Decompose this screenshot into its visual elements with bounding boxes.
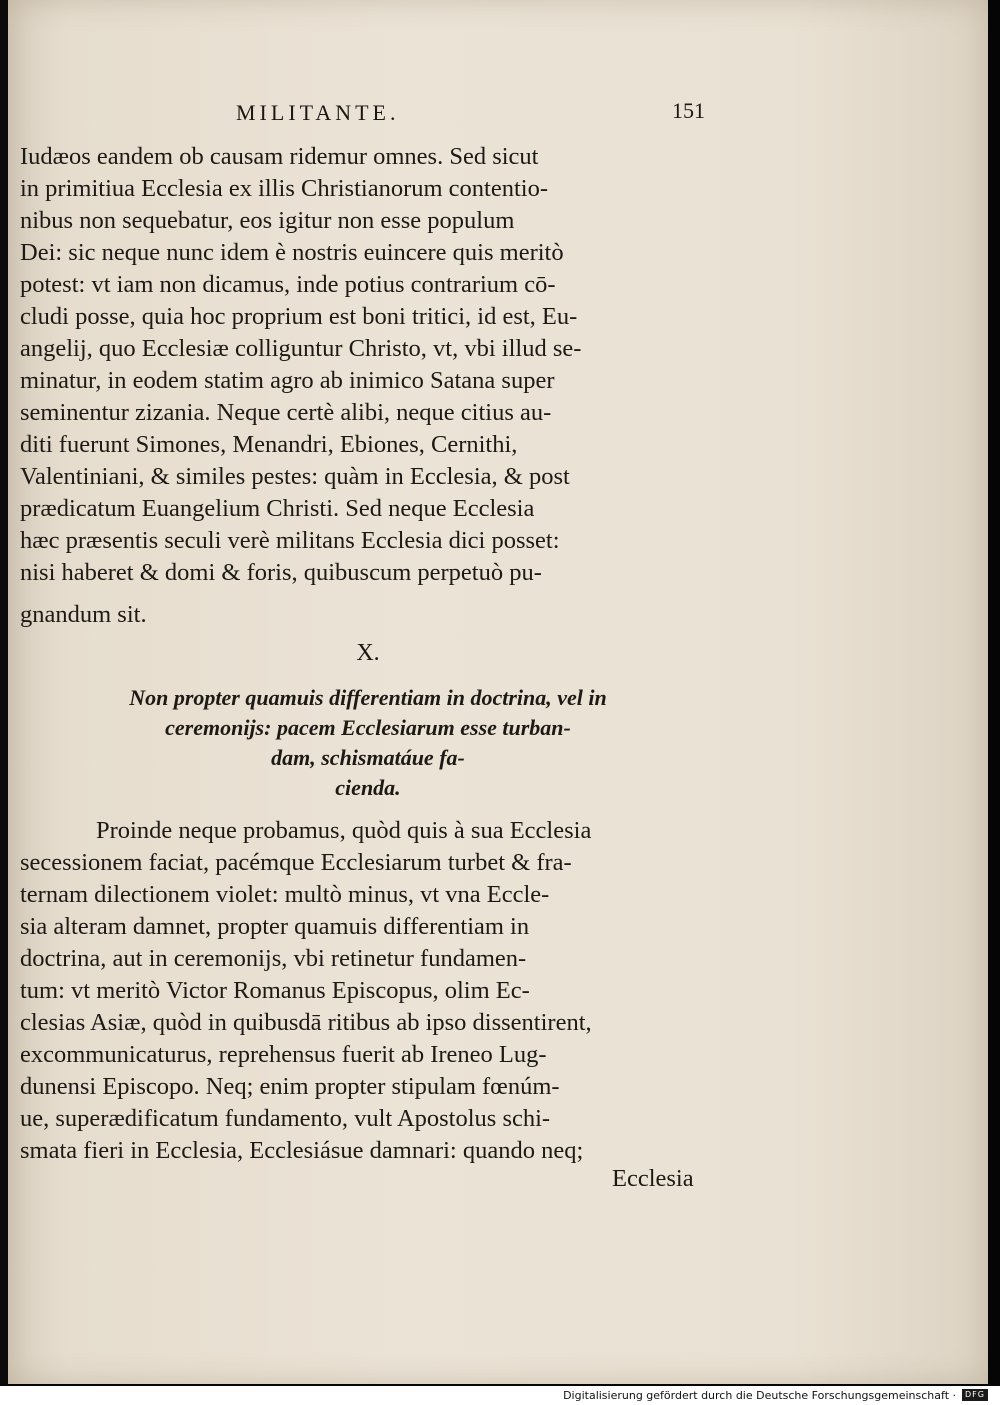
text-line: doctrina, aut in ceremonijs, vbi retinetur fundamen- — [20, 945, 527, 972]
text-line: in primitiua Ecclesia ex illis Christianorum contentio- — [20, 175, 548, 202]
text-line: clesias Asiæ, quòd in quibusdā ritibus ab ipso dissentirent, — [20, 1009, 592, 1036]
running-head — [8, 96, 988, 136]
text-line: Proinde neque probamus, quòd quis à sua Ecclesia — [96, 817, 592, 844]
text-line: secessionem faciat, pacémque Ecclesiarum turbet & fra- — [20, 849, 572, 876]
text-line: excommunicaturus, reprehensus fuerit ab Ireneo Lug- — [20, 1041, 547, 1068]
digitization-footer — [0, 1386, 1000, 1405]
dfg-logo-icon: DFG — [962, 1389, 988, 1401]
page-number: 151 — [672, 98, 705, 123]
text-line: tum: vt meritò Victor Romanus Episcopus, olim Ec- — [20, 977, 530, 1004]
heading-line: ceremonijs: pacem Ecclesiarum esse turban- — [165, 715, 571, 740]
text-line: angelij, quo Ecclesiæ colliguntur Christo, vt, vbi illud se- — [20, 335, 582, 362]
text-line: smata fieri in Ecclesia, Ecclesiásue damnari: quando neq; — [20, 1137, 584, 1164]
text-line: dunensi Episcopo. Neq; enim propter stipulam fœnúm- — [20, 1073, 560, 1100]
text-line: nisi haberet & domi & foris, quibuscum perpetuò pu- — [20, 559, 542, 586]
scan-edge — [0, 0, 8, 1384]
footer-credit: Digitalisierung gefördert durch die Deutsche Forschungsgemeinschaft · — [563, 1389, 956, 1402]
book-page — [8, 0, 988, 1384]
text-line: hæc præsentis seculi verè militans Ecclesia dici posset: — [20, 527, 560, 554]
page-content — [8, 0, 988, 1384]
heading-line: cienda. — [335, 775, 401, 800]
text-line: potest: vt iam non dicamus, inde potius contrarium cō- — [20, 271, 556, 298]
text-line: gnandum sit. — [20, 601, 147, 628]
text-line: minatur, in eodem statim agro ab inimico Satana super — [20, 367, 555, 394]
catchword: Ecclesia — [612, 1165, 694, 1192]
text-line: seminentur zizania. Neque certè alibi, neque citius au- — [20, 399, 552, 426]
text-line: ue, superædificatum fundamento, vult Apostolus schi- — [20, 1105, 551, 1132]
text-line: Dei: sic neque nunc idem è nostris euincere quis meritò — [20, 239, 564, 266]
heading-line: dam, schismatáue fa- — [271, 745, 465, 770]
text-line: nibus non sequebatur, eos igitur non esse populum — [20, 207, 515, 234]
section-number: X. — [356, 640, 380, 666]
heading-line: Non propter quamuis differentiam in doctrina, vel in — [129, 685, 607, 710]
text-line: sia alteram damnet, propter quamuis differentiam in — [20, 913, 530, 940]
text-line: cludi posse, quia hoc proprium est boni tritici, id est, Eu- — [20, 303, 578, 330]
text-line: ternam dilectionem violet: multò minus, vt vna Eccle- — [20, 881, 550, 908]
text-line: prædicatum Euangelium Christi. Sed neque Ecclesia — [20, 495, 535, 522]
text-line: diti fuerunt Simones, Menandri, Ebiones, Cernithi, — [20, 431, 518, 458]
text-line: Iudæos eandem ob causam ridemur omnes. Sed sicut — [20, 143, 539, 170]
running-title: MILITANTE. — [236, 100, 400, 125]
text-line: Valentiniani, & similes pestes: quàm in Ecclesia, & post — [20, 463, 570, 490]
